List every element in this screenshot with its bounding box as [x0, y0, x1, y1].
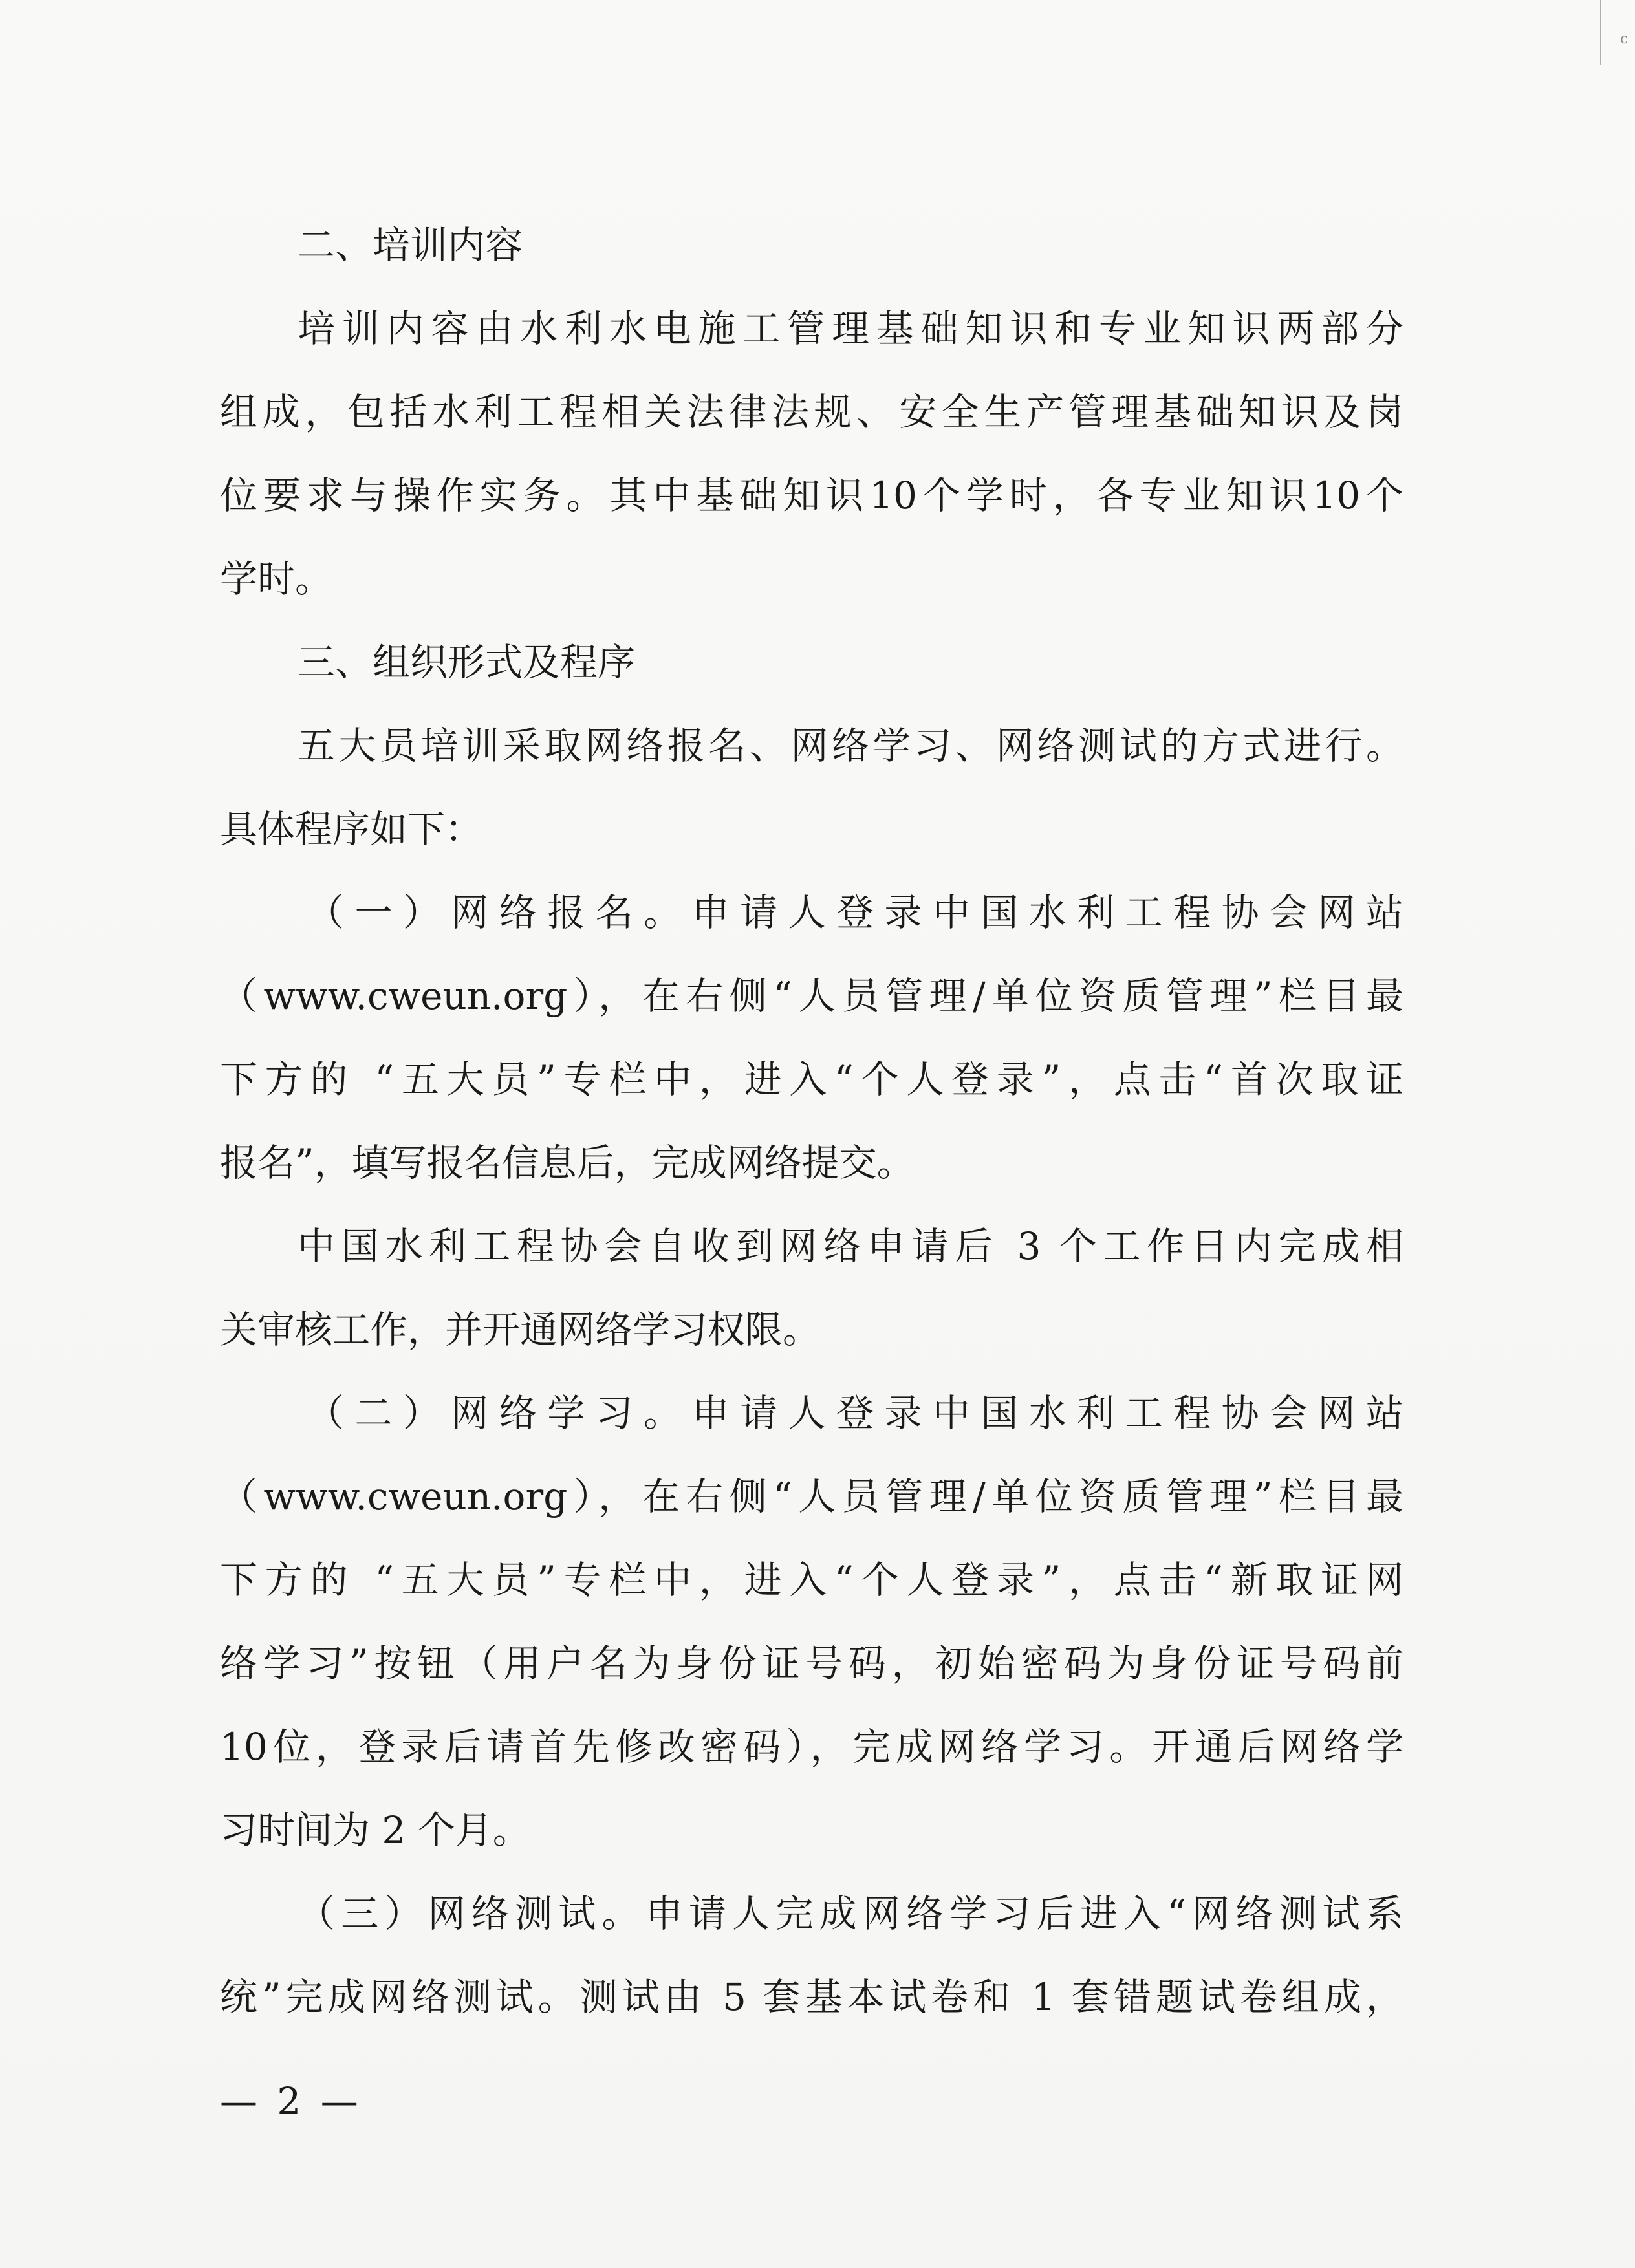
section-heading-training-content: 二、培训内容 — [298, 223, 523, 267]
paragraph-line: 培训内容由水利水电施工管理基础知识和专业知识两部分 — [298, 307, 1403, 351]
scan-edge-mark: ⅽ — [1620, 31, 1629, 47]
paragraph-line: 习时间为 2 个月。 — [220, 1808, 530, 1852]
document-body — [220, 204, 1403, 2039]
scan-edge-line — [1600, 0, 1601, 65]
paragraph-line: 统”完成网络测试。测试由 5 套基本试卷和 1 套错题试卷组成， — [220, 1975, 1403, 2019]
paragraph-line: 位要求与操作实务。其中基础知识10个学时，各专业知识10个 — [220, 473, 1403, 517]
paragraph-line: 组成，包括水利工程相关法律法规、安全生产管理基础知识及岗 — [220, 390, 1403, 434]
page-number: — 2 — — [220, 2079, 362, 2123]
paragraph-line: 关审核工作，并开通网络学习权限。 — [220, 1308, 821, 1352]
paragraph-line: （三）网络测试。申请人完成网络学习后进入“网络测试系 — [298, 1892, 1403, 1936]
paragraph-line: （二）网络学习。申请人登录中国水利工程协会网站 — [307, 1391, 1403, 1435]
paragraph-line: 具体程序如下： — [220, 807, 483, 851]
paragraph-line: 报名”，填写报名信息后，完成网络提交。 — [220, 1141, 915, 1185]
paragraph-line: （www.cweun.org），在右侧“人员管理/单位资质管理”栏目最 — [220, 974, 1403, 1018]
section-heading-organization: 三、组织形式及程序 — [298, 640, 636, 684]
paragraph-line: （一）网络报名。申请人登录中国水利工程协会网站 — [307, 891, 1403, 934]
paragraph-line: 下方的 “五大员”专栏中，进入“个人登录”，点击“新取证网 — [220, 1558, 1403, 1602]
paragraph-line: 中国水利工程协会自收到网络申请后 3 个工作日内完成相 — [298, 1224, 1403, 1268]
paragraph-line: 学时。 — [220, 557, 333, 601]
paragraph-line: 络学习”按钮（用户名为身份证号码，初始密码为身份证号码前 — [220, 1641, 1403, 1685]
paragraph-line: （www.cweun.org），在右侧“人员管理/单位资质管理”栏目最 — [220, 1474, 1403, 1518]
paragraph-line: 下方的 “五大员”专栏中，进入“个人登录”，点击“首次取证 — [220, 1057, 1403, 1101]
paragraph-line: 五大员培训采取网络报名、网络学习、网络测试的方式进行。 — [298, 724, 1403, 768]
paragraph-line: 10位，登录后请首先修改密码），完成网络学习。开通后网络学 — [220, 1725, 1403, 1769]
